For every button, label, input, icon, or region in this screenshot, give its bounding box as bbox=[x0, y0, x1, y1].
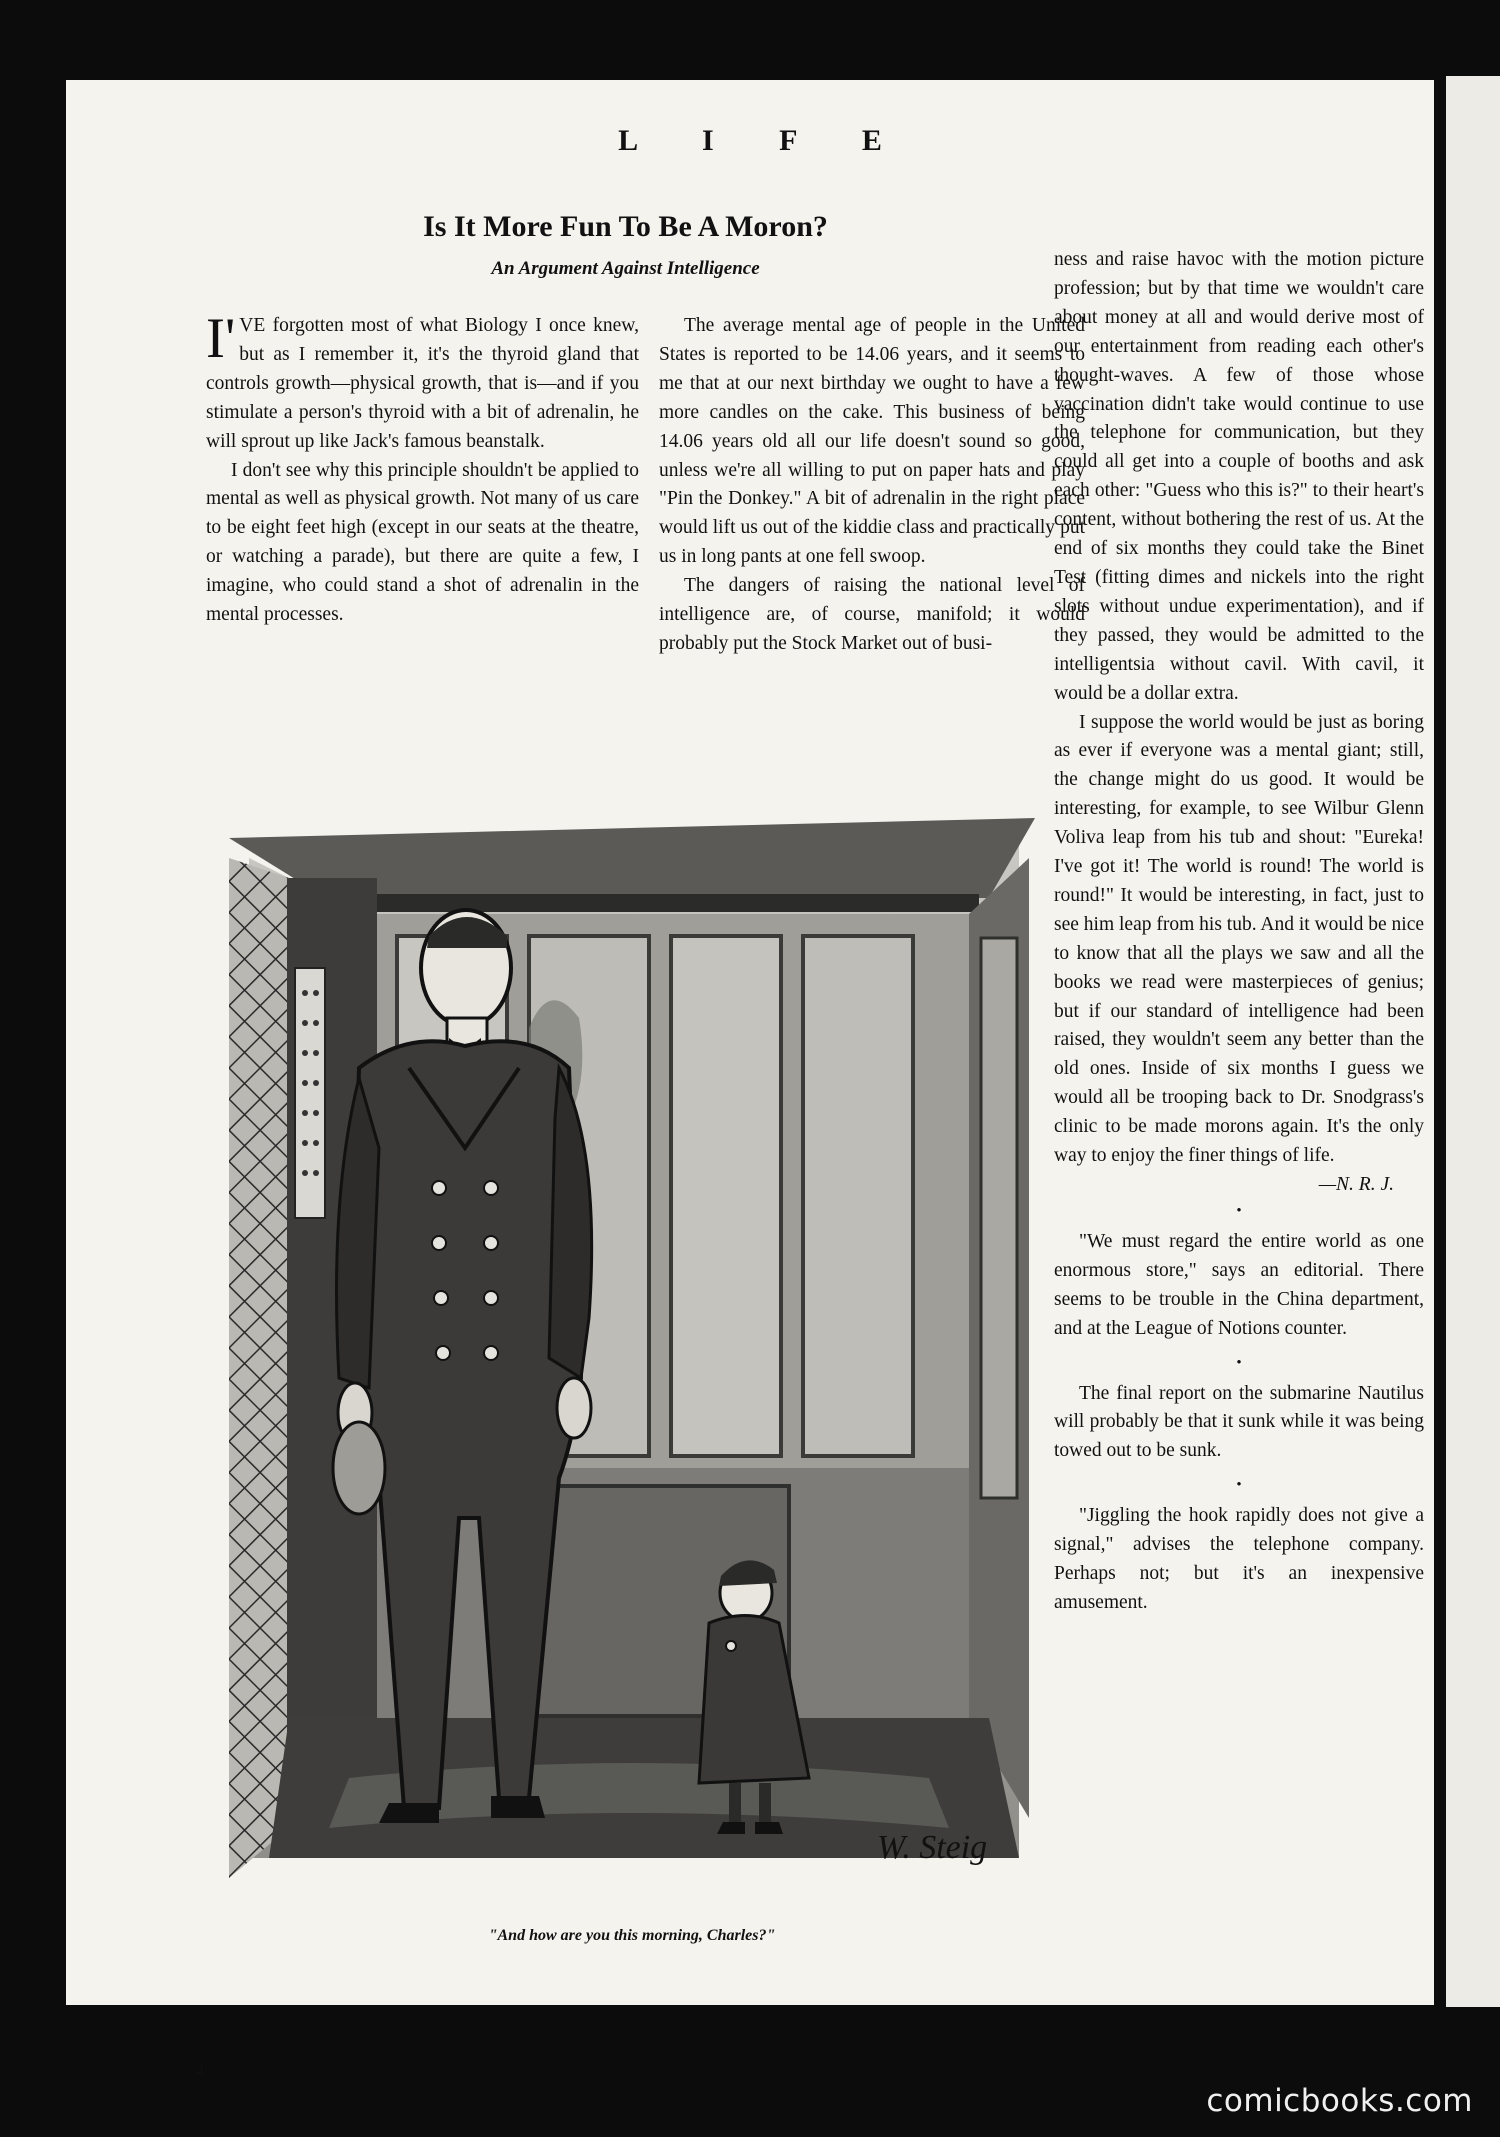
artist-signature: W. Steig bbox=[877, 1829, 988, 1866]
page-number: 4 bbox=[196, 2063, 204, 2080]
article-subtitle: An Argument Against Intelligence bbox=[491, 258, 760, 279]
facing-page-edge bbox=[1446, 76, 1500, 2007]
cartoon-illustration bbox=[229, 818, 1035, 1922]
bullet-separator: • bbox=[1236, 1354, 1242, 1371]
article-column-2 bbox=[659, 312, 1085, 659]
short-item: "We must regard the entire world as one enormous store," says an editorial. There seems to be trouble in the China department, and at the League of Notions counter. bbox=[1054, 1230, 1424, 1339]
article-column-3 bbox=[1054, 246, 1424, 1618]
short-item: The final report on the submarine Nautilus will probably be that it sunk while it was being towed out to be sunk. bbox=[1054, 1382, 1424, 1462]
masthead: L I F E bbox=[618, 124, 882, 157]
magazine-page bbox=[66, 80, 1434, 2080]
paragraph: The average mental age of people in the United States is reported to be 14.06 years, and it seems to me that at our next birthday we ought to have a few more candles on the cake. This business of being 14.06 years old all our life doesn't sound so good, unless we're all willing to put on paper hats and play "Pin the Donkey." A bit of adrenalin in the right place would lift us out of the kiddie class and practically put us in long pants at one fell swoop. bbox=[659, 315, 1085, 568]
paragraph: ness and raise havoc with the motion picture profession; but by that time we wouldn't care about money at all and would derive most of our entertainment from reading each other's thought-waves. A few of those whose vaccination didn't take would continue to use the telephone for communication, but they could all get into a couple of booths and ask each other: "Guess who this is?" to their heart's content, without bothering the rest of us. At the end of six months they could take the Binet Test (fitting dimes and nickels into the right slots without undue experimentation), and if they passed, they would be admitted to the intelligentsia without cavil. With cavil, it would be a dollar extra. bbox=[1054, 249, 1424, 704]
bullet-separator: • bbox=[1236, 1477, 1242, 1494]
article-signature: —N. R. J. bbox=[1318, 1174, 1394, 1195]
watermark: comicbooks.com bbox=[1206, 2083, 1473, 2119]
paragraph: The dangers of raising the national level of intelligence are, of course, manifold; it would probably put the Stock Market out of busi- bbox=[659, 575, 1085, 654]
paragraph: I'VE forgotten most of what Biology I once knew, but as I remember it, it's the thyroid gland that controls growth—physical growth, that is—and if you stimulate a person's thyroid with a bit of adrenalin, he will sprout up like Jack's famous beanstalk. bbox=[206, 307, 639, 452]
article-title: Is It More Fun To Be A Moron? bbox=[423, 210, 828, 243]
bullet-separator: • bbox=[1236, 1202, 1242, 1219]
paragraph: I suppose the world would be just as boring as ever if everyone was a mental giant; still, the change might do us good. It would be interesting, for example, to see Wilbur Glenn Voliva leap from his tub and shout: "Eureka! I've got it! The world is round! The world is round!" It would be interesting, in fact, just to see him leap from his tub. And it would be nice to know that all the plays we saw and all the books we read were masterpieces of genius; but if our standard of intelligence had been raised, they wouldn't seem any better than the old ones. Inside of six months I guess we would all be trooping back to Dr. Snodgrass's clinic to be made morons again. It's the only way to enjoy the finer things of life. bbox=[1054, 711, 1424, 1167]
article-column-1 bbox=[206, 307, 639, 630]
illustration-caption: "And how are you this morning, Charles?" bbox=[488, 1927, 776, 1944]
paragraph: I don't see why this principle shouldn't be applied to mental as well as physical growth. Not many of us care to be eight feet high (except in our seats at the theatre, or watching a parade), but there are quite a few, I imagine, who could stand a shot of adrenalin in the mental processes. bbox=[206, 459, 639, 626]
short-item: "Jiggling the hook rapidly does not give a signal," advises the telephone company. Perhaps not; but it's an inexpensive amusement. bbox=[1054, 1505, 1424, 1613]
